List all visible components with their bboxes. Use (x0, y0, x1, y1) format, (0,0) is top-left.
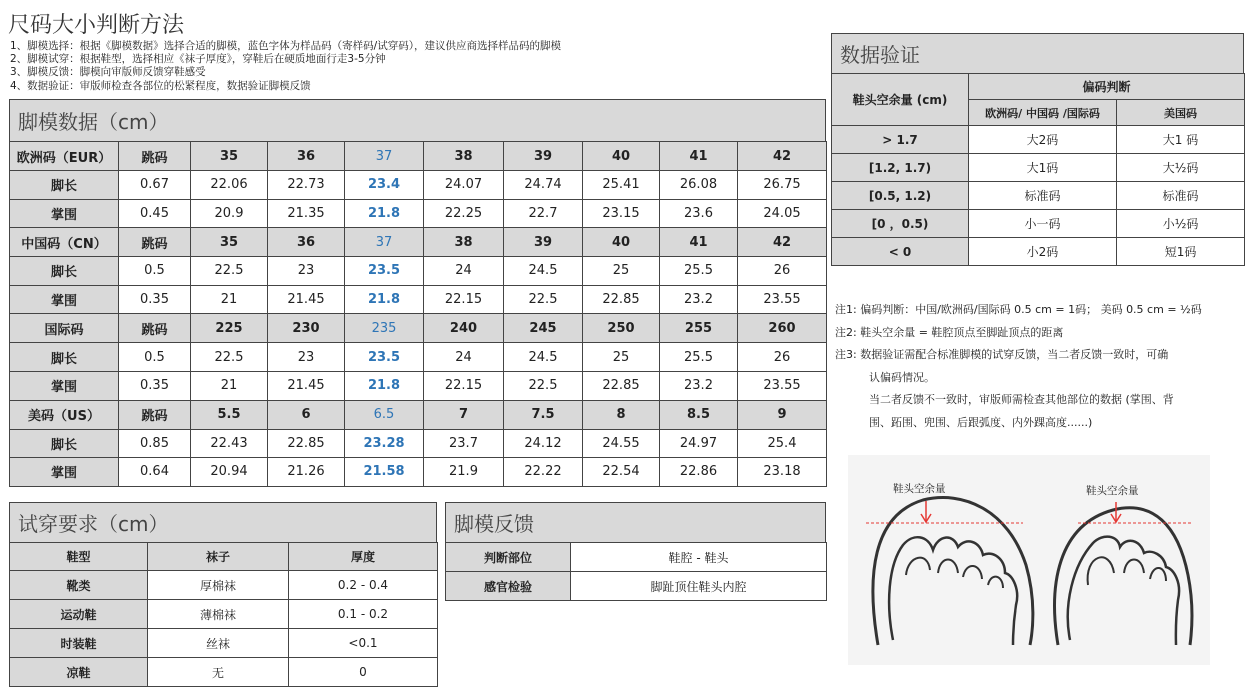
size-group-header-row (10, 228, 827, 257)
verify-range: [1.2, 1.7) (832, 154, 969, 182)
fit-sock: 无 (148, 658, 289, 687)
size-header-cell: 39 (504, 142, 583, 171)
measure-cell: 21.58 (345, 458, 424, 487)
steps-list (10, 40, 561, 93)
table-row (10, 343, 827, 372)
measure-label: 掌围 (10, 371, 119, 400)
size-header-cell: 8 (583, 400, 660, 429)
measure-cell: 23.5 (345, 257, 424, 286)
measure-cell: 22.5 (504, 371, 583, 400)
measure-cell: 24.12 (504, 429, 583, 458)
fit-shoe-type: 靴类 (10, 571, 148, 600)
measure-cell: 22.15 (424, 371, 504, 400)
measure-cell: 0.67 (119, 171, 191, 200)
measure-cell: 25.4 (738, 429, 827, 458)
measure-label: 掌围 (10, 285, 119, 314)
page-title: 尺码大小判断方法 (8, 13, 185, 38)
size-system-label: 国际码 (10, 314, 119, 343)
measure-cell: 25 (583, 257, 660, 286)
fit-header-cell: 厚度 (289, 543, 438, 571)
measure-cell: 0.35 (119, 371, 191, 400)
size-system-label: 美码（US） (10, 400, 119, 429)
table-row (10, 571, 438, 600)
table-row (10, 199, 827, 228)
toe-clearance-drawing (848, 455, 1210, 665)
foot-data-table (9, 141, 827, 487)
size-header-cell: 38 (424, 228, 504, 257)
measure-cell: 21.35 (268, 199, 345, 228)
measure-cell: 0.5 (119, 257, 191, 286)
table-row (10, 629, 438, 658)
table-row (10, 600, 438, 629)
fit-shoe-type: 运动鞋 (10, 600, 148, 629)
table-row (10, 429, 827, 458)
size-system-label: 欧洲码（EUR） (10, 142, 119, 171)
fit-thickness: <0.1 (289, 629, 438, 658)
step-item: 1、脚模选择：根据《脚模数据》选择合适的脚模，蓝色字体为样品码（寄样码/试穿码），建议供应商选择样品码的脚模 (10, 40, 561, 52)
measure-cell: 25.5 (660, 343, 738, 372)
size-group-header-row (10, 314, 827, 343)
size-header-cell: 255 (660, 314, 738, 343)
fit-thickness: 0.1 - 0.2 (289, 600, 438, 629)
measure-cell: 22.5 (191, 343, 268, 372)
size-header-cell: 跳码 (119, 228, 191, 257)
fit-shoe-type: 凉鞋 (10, 658, 148, 687)
measure-cell: 22.5 (504, 285, 583, 314)
size-header-cell: 42 (738, 142, 827, 171)
size-group-header-row (10, 400, 827, 429)
size-header-cell: 38 (424, 142, 504, 171)
table-row (446, 543, 827, 572)
size-header-cell: 250 (583, 314, 660, 343)
measure-cell: 0.5 (119, 343, 191, 372)
fit-thickness: 0.2 - 0.4 (289, 571, 438, 600)
measure-cell: 24.5 (504, 343, 583, 372)
size-group-header-row (10, 142, 827, 171)
verify-us: 小½码 (1117, 210, 1245, 238)
measure-cell: 25.5 (660, 257, 738, 286)
fit-table (9, 542, 438, 687)
measure-cell: 22.43 (191, 429, 268, 458)
size-header-cell: 9 (738, 400, 827, 429)
measure-cell: 26.75 (738, 171, 827, 200)
fit-thickness: 0 (289, 658, 438, 687)
verify-table (831, 73, 1245, 266)
size-header-cell: 41 (660, 142, 738, 171)
size-header-cell: 230 (268, 314, 345, 343)
verify-col-header: 欧洲码/ 中国码 /国际码 (969, 100, 1117, 126)
feedback-table (445, 542, 827, 601)
size-header-cell: 40 (583, 142, 660, 171)
measure-cell: 25 (583, 343, 660, 372)
fit-sock: 厚棉袜 (148, 571, 289, 600)
measure-cell: 23.2 (660, 285, 738, 314)
measure-cell: 24.05 (738, 199, 827, 228)
measure-cell: 23 (268, 343, 345, 372)
table-row (10, 285, 827, 314)
size-header-cell: 41 (660, 228, 738, 257)
feedback-value: 鞋腔 - 鞋头 (571, 543, 827, 572)
measure-cell: 23 (268, 257, 345, 286)
measure-cell: 21 (191, 285, 268, 314)
measure-cell: 22.85 (583, 285, 660, 314)
size-header-cell: 6.5 (345, 400, 424, 429)
measure-cell: 23.4 (345, 171, 424, 200)
illustration-label-left: 鞋头空余量 (893, 483, 946, 495)
measure-cell: 24.55 (583, 429, 660, 458)
verify-us: 短1码 (1117, 238, 1245, 266)
verify-heading: 数据验证 (831, 33, 1244, 73)
fit-header-cell: 鞋型 (10, 543, 148, 571)
verify-range: < 0 (832, 238, 969, 266)
measure-cell: 22.22 (504, 458, 583, 487)
verify-us: 标准码 (1117, 182, 1245, 210)
note-line: 注2: 鞋头空余量 = 鞋腔顶点至脚趾顶点的距离 (835, 325, 1064, 339)
note-line: 注1: 偏码判断：中国/欧洲码/国际码 0.5 cm = 1码； 美码 0.5 cm = ½码 (835, 303, 1202, 316)
size-header-cell: 5.5 (191, 400, 268, 429)
size-header-cell: 36 (268, 228, 345, 257)
measure-cell: 26 (738, 257, 827, 286)
table-row (832, 126, 1245, 154)
verify-eu: 小2码 (969, 238, 1117, 266)
verify-eu: 大1码 (969, 154, 1117, 182)
measure-cell: 24.5 (504, 257, 583, 286)
measure-label: 脚长 (10, 171, 119, 200)
measure-cell: 23.6 (660, 199, 738, 228)
measure-cell: 22.06 (191, 171, 268, 200)
size-header-cell: 7 (424, 400, 504, 429)
measure-cell: 23.55 (738, 285, 827, 314)
measure-cell: 24.07 (424, 171, 504, 200)
size-header-cell: 39 (504, 228, 583, 257)
foot-data-heading: 脚模数据（cm） (9, 99, 826, 141)
table-row (10, 371, 827, 400)
size-header-cell: 7.5 (504, 400, 583, 429)
verify-col-header: 美国码 (1117, 100, 1245, 126)
verify-eu: 小一码 (969, 210, 1117, 238)
measure-label: 脚长 (10, 343, 119, 372)
verify-range: [0 ，0.5) (832, 210, 969, 238)
size-header-cell: 260 (738, 314, 827, 343)
measure-cell: 22.54 (583, 458, 660, 487)
measure-cell: 23.2 (660, 371, 738, 400)
measure-label: 脚长 (10, 429, 119, 458)
measure-cell: 22.85 (583, 371, 660, 400)
feedback-heading: 脚模反馈 (445, 502, 826, 542)
fit-heading: 试穿要求（cm） (9, 502, 437, 542)
measure-cell: 25.41 (583, 171, 660, 200)
size-header-cell: 跳码 (119, 314, 191, 343)
measure-cell: 23.5 (345, 343, 424, 372)
measure-cell: 0.35 (119, 285, 191, 314)
size-header-cell: 36 (268, 142, 345, 171)
size-header-cell: 35 (191, 142, 268, 171)
measure-cell: 23.28 (345, 429, 424, 458)
size-header-cell: 37 (345, 142, 424, 171)
measure-cell: 20.94 (191, 458, 268, 487)
notes (835, 299, 1202, 434)
size-header-cell: 225 (191, 314, 268, 343)
size-header-cell: 240 (424, 314, 504, 343)
feedback-label: 判断部位 (446, 543, 571, 572)
size-header-cell: 6 (268, 400, 345, 429)
verify-range: > 1.7 (832, 126, 969, 154)
fit-sock: 丝袜 (148, 629, 289, 658)
table-row (832, 210, 1245, 238)
measure-cell: 21.45 (268, 371, 345, 400)
table-row (10, 171, 827, 200)
measure-cell: 24 (424, 257, 504, 286)
table-row (10, 257, 827, 286)
measure-cell: 22.86 (660, 458, 738, 487)
verify-us: 大½码 (1117, 154, 1245, 182)
table-row (832, 182, 1245, 210)
measure-cell: 0.85 (119, 429, 191, 458)
step-item: 4、数据验证：审版师检查各部位的松紧程度，数据验证脚模反馈 (10, 79, 311, 92)
size-header-cell: 40 (583, 228, 660, 257)
measure-cell: 21 (191, 371, 268, 400)
table-row (10, 458, 827, 487)
measure-label: 脚长 (10, 257, 119, 286)
verify-us: 大1 码 (1117, 126, 1245, 154)
measure-cell: 22.73 (268, 171, 345, 200)
measure-cell: 24.97 (660, 429, 738, 458)
measure-cell: 23.7 (424, 429, 504, 458)
note-line: 围、跖围、兜围、后跟弧度、内外踝高度......) (869, 415, 1093, 429)
verify-eu: 标准码 (969, 182, 1117, 210)
note-line: 注3: 数据验证需配合标准脚模的试穿反馈，当二者反馈一致时，可确 (835, 348, 1169, 361)
measure-cell: 22.15 (424, 285, 504, 314)
measure-cell: 24 (424, 343, 504, 372)
table-row (832, 238, 1245, 266)
measure-cell: 21.26 (268, 458, 345, 487)
measure-cell: 20.9 (191, 199, 268, 228)
measure-cell: 0.64 (119, 458, 191, 487)
fit-header-cell: 袜子 (148, 543, 289, 571)
measure-cell: 22.5 (191, 257, 268, 286)
measure-cell: 23.55 (738, 371, 827, 400)
verify-eu: 大2码 (969, 126, 1117, 154)
size-header-cell: 跳码 (119, 142, 191, 171)
size-header-cell: 8.5 (660, 400, 738, 429)
measure-cell: 23.15 (583, 199, 660, 228)
feedback-label: 感官检验 (446, 572, 571, 601)
note-line: 认偏码情况。 (869, 370, 935, 384)
table-row (446, 572, 827, 601)
measure-cell: 22.85 (268, 429, 345, 458)
measure-cell: 21.9 (424, 458, 504, 487)
feedback-value: 脚趾顶住鞋头内腔 (571, 572, 827, 601)
table-row (10, 658, 438, 687)
measure-cell: 26.08 (660, 171, 738, 200)
measure-cell: 21.45 (268, 285, 345, 314)
size-header-cell: 235 (345, 314, 424, 343)
measure-cell: 22.25 (424, 199, 504, 228)
illustration-label-right: 鞋头空余量 (1086, 485, 1139, 497)
measure-cell: 21.8 (345, 285, 424, 314)
size-header-cell: 42 (738, 228, 827, 257)
size-header-cell: 245 (504, 314, 583, 343)
measure-cell: 21.8 (345, 371, 424, 400)
verify-range: [0.5, 1.2) (832, 182, 969, 210)
measure-cell: 22.7 (504, 199, 583, 228)
table-row (832, 154, 1245, 182)
verify-row-header: 鞋头空余量 (cm) (832, 74, 969, 126)
size-header-cell: 跳码 (119, 400, 191, 429)
measure-cell: 0.45 (119, 199, 191, 228)
measure-label: 掌围 (10, 199, 119, 228)
measure-label: 掌围 (10, 458, 119, 487)
measure-cell: 23.18 (738, 458, 827, 487)
step-item: 3、脚模反馈：脚模向审版师反馈穿鞋感受 (10, 66, 206, 79)
fit-sock: 薄棉袜 (148, 600, 289, 629)
size-header-cell: 37 (345, 228, 424, 257)
fit-shoe-type: 时装鞋 (10, 629, 148, 658)
step-item: 2、脚模试穿：根据鞋型，选择相应《袜子厚度》，穿鞋后在硬质地面行走3-5分钟 (10, 53, 386, 66)
measure-cell: 24.74 (504, 171, 583, 200)
note-line: 当二者反馈不一致时，审版师需检查其他部位的数据 (掌围、背 (869, 393, 1174, 406)
toe-clearance-illustration (848, 455, 1210, 665)
verify-group-header: 偏码判断 (969, 74, 1245, 100)
size-header-cell: 35 (191, 228, 268, 257)
size-system-label: 中国码（CN） (10, 228, 119, 257)
measure-cell: 26 (738, 343, 827, 372)
measure-cell: 21.8 (345, 199, 424, 228)
